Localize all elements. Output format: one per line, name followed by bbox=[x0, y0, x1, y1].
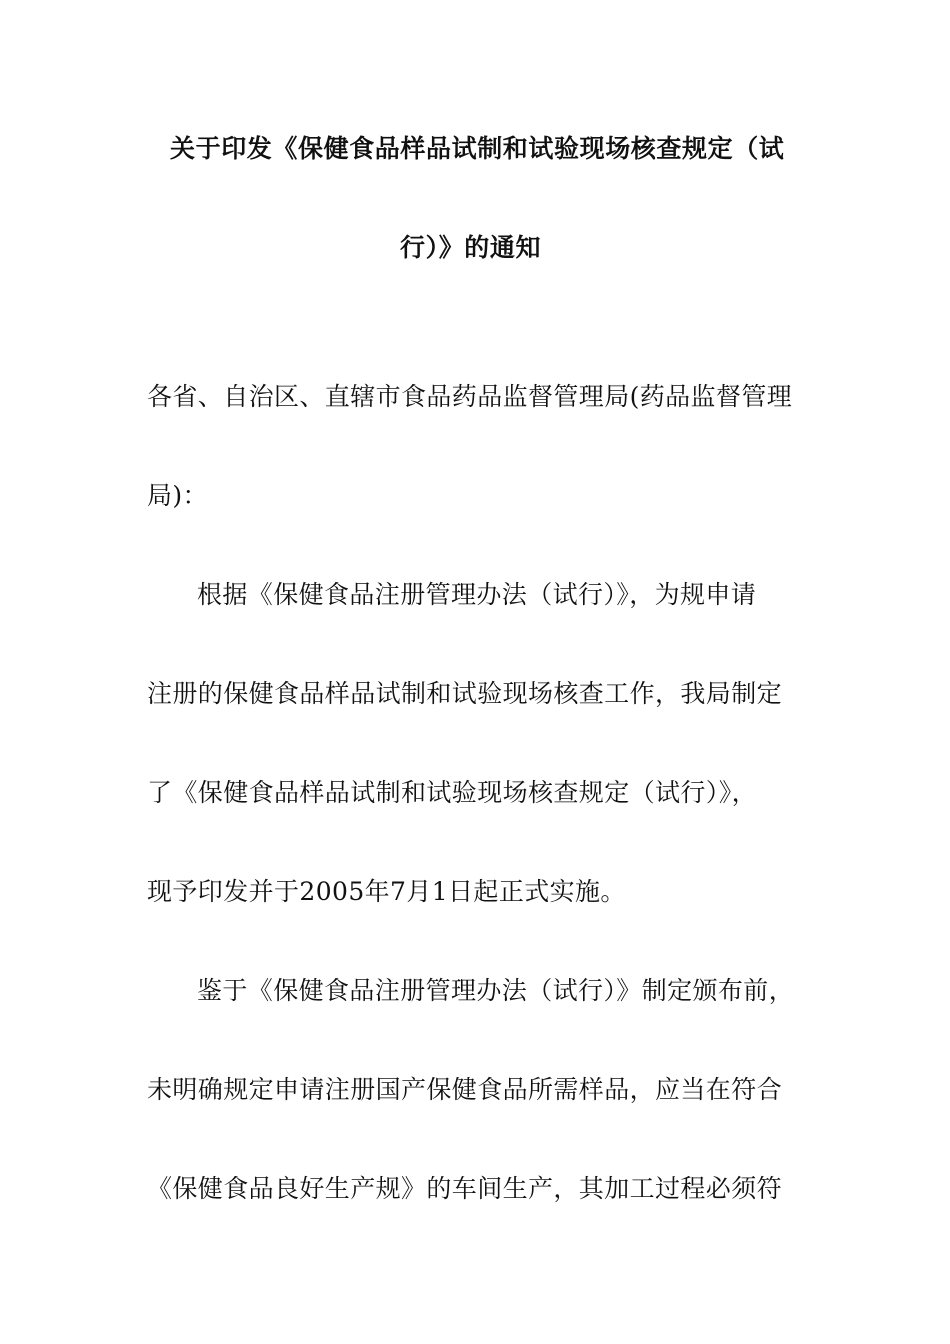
paragraph-2-line-1: 鉴于《保健食品注册管理办法（试行）》制定颁布前， bbox=[197, 976, 795, 1005]
paragraph-1-line-4: 现予印发并于2005年7月1日起正式实施。 bbox=[147, 877, 626, 906]
document-title-line-2: 行）》的通知 bbox=[400, 233, 542, 262]
document-title-line-1: 关于印发《保健食品样品试制和试验现场核查规定（试 bbox=[170, 134, 785, 163]
paragraph-2-line-2: 未明确规定申请注册国产保健食品所需样品，应当在符合 bbox=[147, 1075, 783, 1104]
salutation-line-1: 各省、自治区、直辖市食品药品监督管理局(药品监督管理 bbox=[147, 382, 793, 411]
paragraph-2-line-3: 《保健食品良好生产规》的车间生产，其加工过程必须符 bbox=[147, 1174, 783, 1203]
paragraph-1-line-3: 了《保健食品样品试制和试验现场核查规定（试行）》， bbox=[147, 778, 758, 807]
salutation-line-2: 局)： bbox=[147, 481, 208, 510]
paragraph-1-line-1: 根据《保健食品注册管理办法（试行）》，为规申请 bbox=[197, 580, 757, 609]
paragraph-1-line-2: 注册的保健食品样品试制和试验现场核查工作，我局制定 bbox=[147, 679, 783, 708]
